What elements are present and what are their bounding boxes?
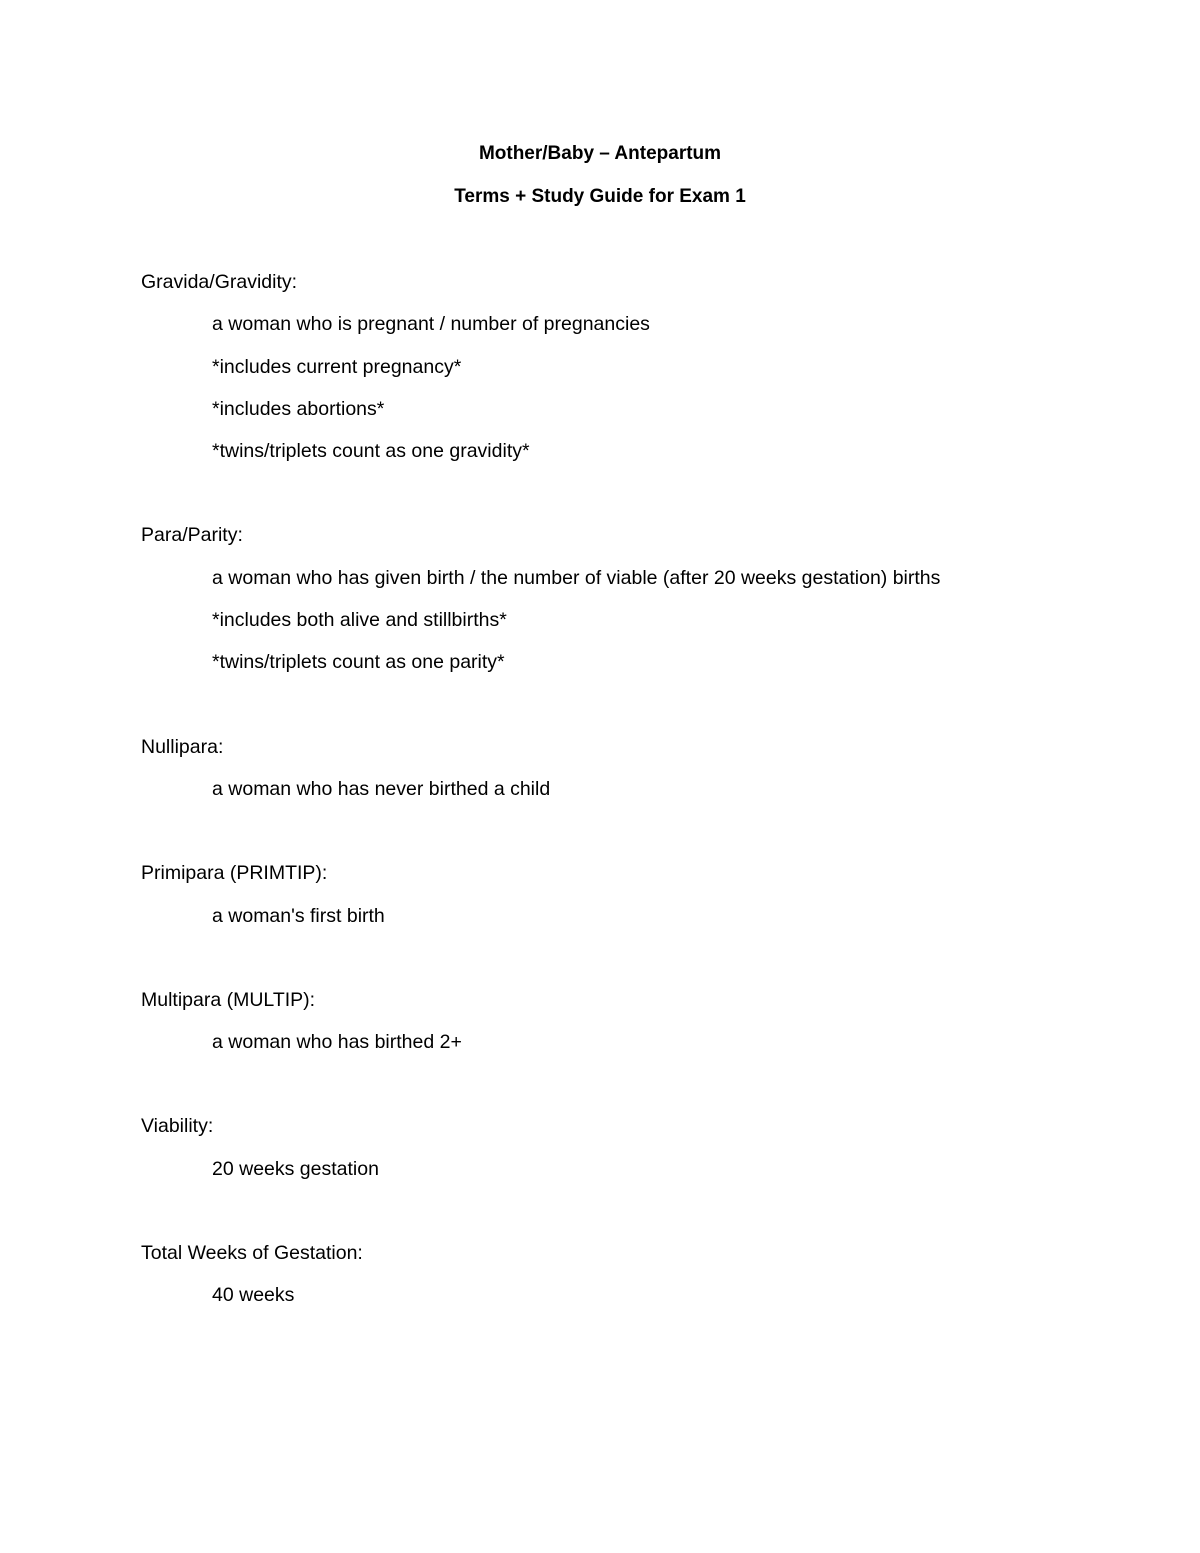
- term-gravidity: [141, 270, 1141, 481]
- term-note: *twins/triplets count as one parity*: [212, 651, 505, 674]
- term-viability: [141, 1114, 1141, 1199]
- document-subtitle: Terms + Study Guide for Exam 1: [454, 186, 746, 207]
- term-definition: 40 weeks: [212, 1284, 295, 1307]
- term-definition: a woman who has birthed 2+: [212, 1031, 462, 1054]
- term-definition: a woman who has given birth / the number of viable (after 20 weeks gestation) births: [212, 566, 941, 589]
- term-heading: Total Weeks of Gestation:: [141, 1242, 363, 1265]
- term-definition: a woman who has never birthed a child: [212, 777, 551, 800]
- document-title: Mother/Baby – Antepartum: [478, 143, 722, 164]
- term-definition: a woman's first birth: [212, 904, 385, 927]
- term-definition: 20 weeks gestation: [212, 1157, 379, 1180]
- term-heading: Viability:: [141, 1115, 214, 1138]
- term-note: *includes current pregnancy*: [212, 355, 462, 378]
- term-note: *includes abortions*: [212, 397, 385, 420]
- term-nullipara: [141, 735, 1141, 820]
- term-heading: Nullipara:: [141, 735, 224, 758]
- term-note: *includes both alive and stillbirths*: [212, 609, 507, 632]
- terms-list: [141, 270, 1141, 1368]
- term-heading: Multipara (MULTIP):: [141, 988, 316, 1011]
- term-heading: Gravida/Gravidity:: [141, 271, 298, 293]
- term-parity: [141, 523, 1141, 692]
- term-multipara: [141, 988, 1141, 1073]
- term-total-weeks: [141, 1241, 1141, 1326]
- term-heading: Para/Parity:: [141, 524, 243, 547]
- term-heading: Primipara (PRIMTIP):: [141, 862, 328, 885]
- term-note: *twins/triplets count as one gravidity*: [212, 440, 530, 463]
- term-definition: a woman who is pregnant / number of pregnancies: [212, 313, 650, 336]
- term-primipara: [141, 861, 1141, 946]
